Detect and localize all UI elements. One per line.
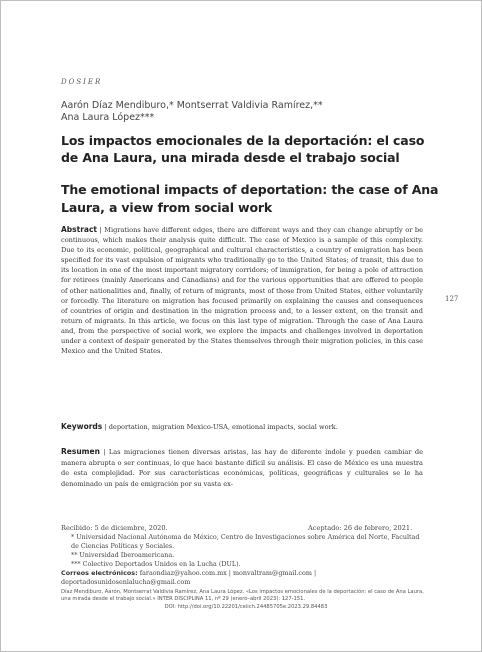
keywords-label: Keywords bbox=[61, 422, 103, 431]
affiliation-notes bbox=[61, 533, 426, 587]
keywords-separator: | bbox=[102, 423, 109, 431]
emails-text: faraondiaz@yahoo.com.mx | monvaltram@gmail.com | deportadosunidosenlalucha@gmail.com bbox=[61, 569, 317, 586]
keywords-text: deportation, migration Mexico-USA, emotional impacts, social work. bbox=[108, 423, 338, 431]
abstract-paragraph bbox=[61, 225, 423, 356]
affiliation-note-3: *** Colectivo Deportados Unidos en la Lucha (DUL). bbox=[71, 560, 241, 568]
author-line-1: Aarón Díaz Mendiburo,* Montserrat Valdivia Ramírez,** bbox=[61, 100, 323, 111]
resumen-separator: | bbox=[99, 448, 109, 456]
author-list bbox=[61, 100, 431, 123]
abstract-separator: | bbox=[97, 226, 105, 234]
keywords-paragraph bbox=[61, 422, 423, 432]
title-english: The emotional impacts of deportation: the case of Ana Laura, a view from social work bbox=[61, 182, 439, 215]
received-date: Recibido: 5 de diciembre, 2020. bbox=[61, 524, 168, 532]
citation-text: Díaz Mendiburo, Aarón, Montserrat Valdivia Ramírez, Ana Laura López. «Los impactos emocionales de la deportación: el caso de Ana Laura, una mirada desde el trabajo social.» INTER DISCIPLINA 11, nº 29 (enero–abril 2023): 127-151. bbox=[61, 589, 424, 603]
section-label: DOSIER bbox=[61, 78, 103, 86]
citation-block bbox=[61, 589, 431, 611]
emails-label: Correos electrónicos: bbox=[61, 569, 138, 577]
affiliation-note-2: ** Universidad Iberoamericana. bbox=[71, 551, 175, 559]
resumen-label: Resumen bbox=[61, 447, 100, 456]
abstract-label: Abstract bbox=[61, 225, 98, 234]
resumen-text: Las migraciones tienen diversas aristas, las hay de diferente índole y pueden cambiar de manera abrupta o ser continuas, lo que hace bastante difícil su análisis. El caso de México es una muestra de esta complejidad. Por sus características económicas, políticas, geográficas y culturales se le ha denominado un país de emigración por su vasta ex- bbox=[61, 448, 423, 488]
title-spanish: Los impactos emocionales de la deportación: el caso de Ana Laura, una mirada desde el trabajo social bbox=[61, 133, 425, 165]
affiliation-note-1: * Universidad Nacional Autónoma de México, Centro de Investigaciones sobre América del Norte, Facultad de Ciencias Políticas y Sociales. bbox=[71, 533, 420, 550]
abstract-text: Migrations have different edges, there are different ways and they can change abruptly or be continuous, which makes their analysis quite difficult. The case of Mexico is a sample of this complexity. Due to its economic, political, geographical and cultural characteristics, a country of emigration has been specified for its vast expulsion of migrants who traditionally go to the United States; of transit, this due to its location in one of the most important migratory corridors; of immigration, for being a pole of attraction for retirees (mainly Americans and Canadians) and for the various opportunities that are offered to people of other nationalities and, finally, of return of migrants, most of those from United States, either voluntarily or forcedly. The literature on migration has focused primarily on explaining the causes and consequences of countries of origin and destination in the migration process and, to a lesser extent, on the transit and return of migrants. In this article, we focus on this last type of migration. Through the case of Ana Laura and, from the perspective of social work, we explore the impacts and challenges involved in deportation under a context of despair generated by the States themselves through their migration policies, in this case Mexico and the United States. bbox=[61, 226, 423, 356]
citation-doi: DOI: http://doi.org/10.22201/ceiich.24485705e.2023.29.84483 bbox=[164, 603, 328, 610]
resumen-paragraph bbox=[61, 447, 423, 489]
accepted-date: Aceptado: 26 de febrero, 2021. bbox=[308, 524, 413, 532]
author-line-2: Ana Laura López*** bbox=[61, 111, 155, 123]
email-line bbox=[61, 569, 426, 587]
page-number: 127 bbox=[445, 295, 459, 303]
